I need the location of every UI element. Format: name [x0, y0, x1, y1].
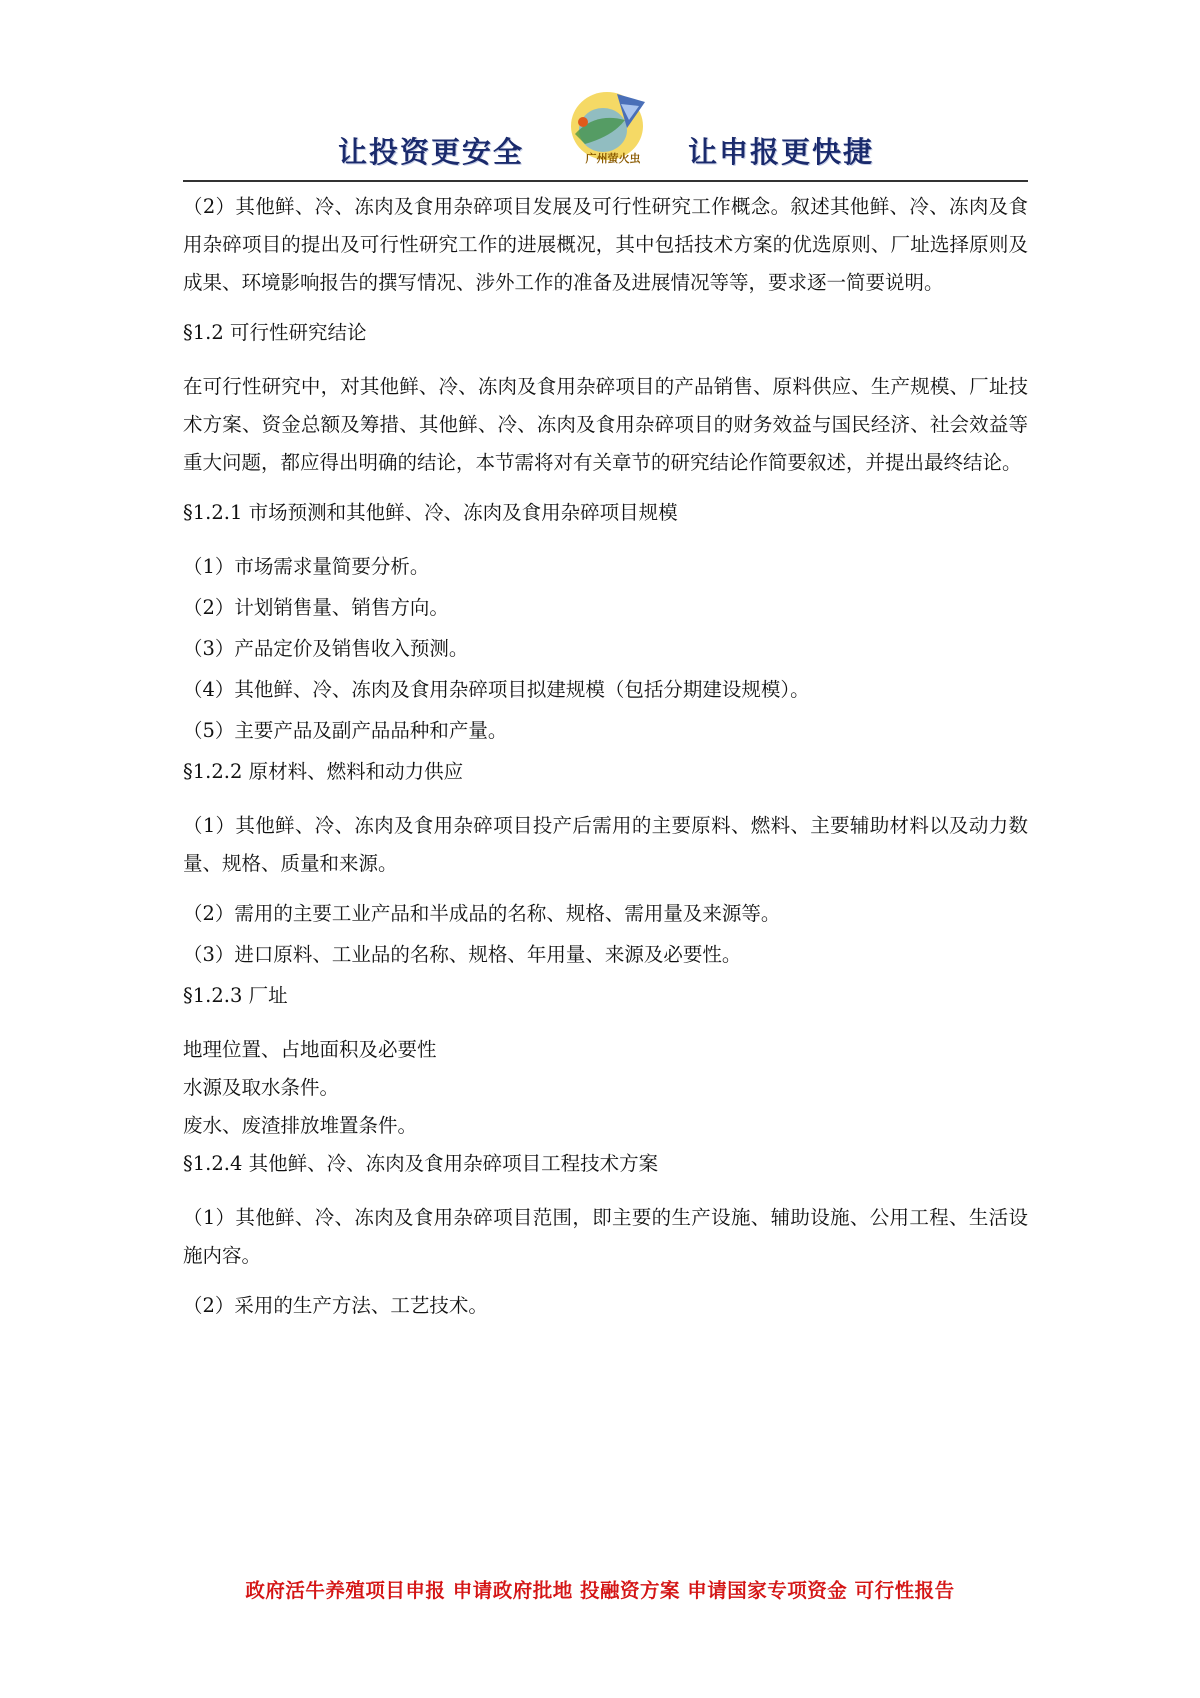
- paragraph-tech-2: （2）采用的生产方法、工艺技术。: [183, 1294, 488, 1317]
- section-heading-1-2-1: §1.2.1 市场预测和其他鲜、冷、冻肉及食用杂碎项目规模: [183, 501, 678, 524]
- list-item: （5）主要产品及副产品品种和产量。: [183, 719, 508, 742]
- paragraph-conclusion: 在可行性研究中，对其他鲜、冷、冻肉及食用杂碎项目的产品销售、原料供应、生产规模、厂址技术方案、资金总额及筹措、其他鲜、冷、冻肉及食用杂碎项目的财务效益与国民经济、社会效益等重大问题，都应得出明确的结论，本节需将对有关章节的研究结论作简要叙述，并提出最终结论。: [183, 375, 1028, 474]
- section-heading-1-2: §1.2 可行性研究结论: [183, 321, 367, 344]
- slogan-left: 让投资更安全: [338, 135, 525, 169]
- list-item: 废水、废渣排放堆置条件。: [183, 1114, 418, 1137]
- paragraph-project-concept: （2）其他鲜、冷、冻肉及食用杂碎项目发展及可行性研究工作概念。叙述其他鲜、冷、冻肉及食用杂碎项目的提出及可行性研究工作的进展概况，其中包括技术方案的优选原则、厂址选择原则及成果、环境影响报告的撰写情况、涉外工作的准备及进展情况等等，要求逐一简要说明。: [183, 195, 1028, 294]
- section-heading-1-2-2: §1.2.2 原材料、燃料和动力供应: [183, 760, 464, 783]
- paragraph-materials-3: （3）进口原料、工业品的名称、规格、年用量、来源及必要性。: [183, 943, 742, 966]
- document-body: [183, 188, 1028, 1325]
- list-item: （4）其他鲜、冷、冻肉及食用杂碎项目拟建规模（包括分期建设规模）。: [183, 678, 810, 701]
- paragraph-tech-1: （1）其他鲜、冷、冻肉及食用杂碎项目范围，即主要的生产设施、辅助设施、公用工程、生活设施内容。: [183, 1206, 1028, 1267]
- list-item: 地理位置、占地面积及必要性: [183, 1038, 437, 1061]
- list-item: （2）计划销售量、销售方向。: [183, 596, 449, 619]
- list-item: （3）产品定价及销售收入预测。: [183, 637, 469, 660]
- paragraph-materials-1: （1）其他鲜、冷、冻肉及食用杂碎项目投产后需用的主要原料、燃料、主要辅助材料以及动力数量、规格、质量和来源。: [183, 814, 1028, 875]
- section-heading-1-2-3: §1.2.3 厂址: [183, 984, 288, 1007]
- page-header: [183, 72, 1028, 182]
- list-item: 水源及取水条件。: [183, 1076, 340, 1099]
- list-item: （1）市场需求量简要分析。: [183, 555, 430, 578]
- logo-text: 广州萤火虫: [585, 152, 641, 165]
- slogan-right: 让申报更快捷: [688, 135, 875, 169]
- paragraph-materials-2: （2）需用的主要工业产品和半成品的名称、规格、需用量及来源等。: [183, 902, 781, 925]
- section-heading-1-2-4: §1.2.4 其他鲜、冷、冻肉及食用杂碎项目工程技术方案: [183, 1152, 659, 1175]
- footer-banner: 政府活牛养殖项目申报 申请政府批地 投融资方案 申请国家专项资金 可行性报告: [245, 1579, 955, 1602]
- header-divider: [183, 180, 1028, 182]
